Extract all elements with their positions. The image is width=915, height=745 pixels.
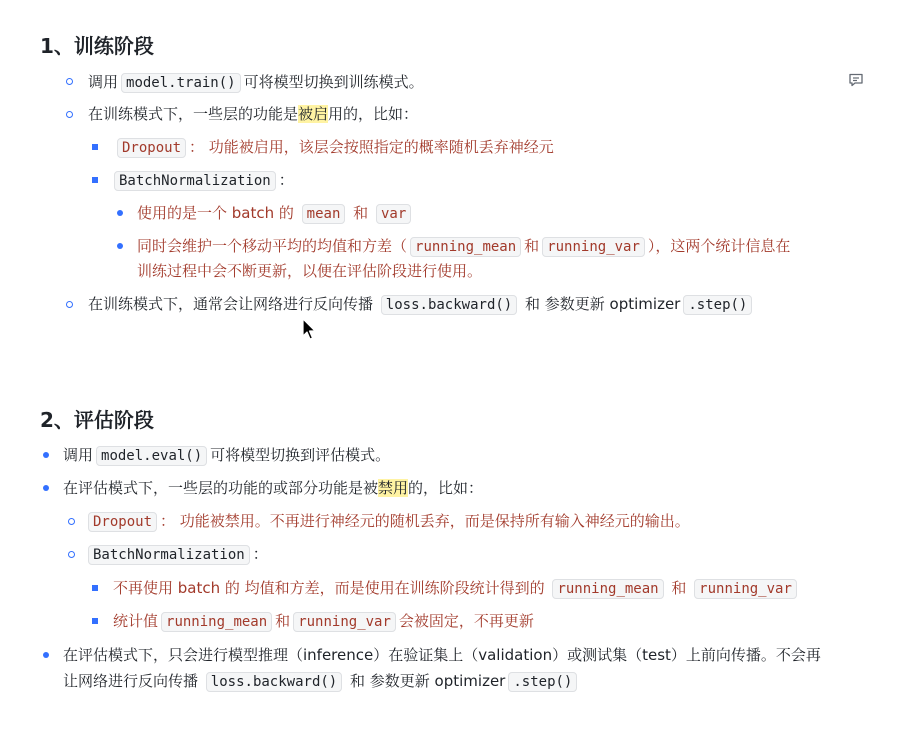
- list-item-train-backprop: 在训练模式下，通常会让网络进行反向传播 loss.backward() 和 参数更新 optimizer .step(): [88, 292, 755, 317]
- list-item-eval-layers: 在评估模式下，一些层的功能的或部分功能是被禁用的，比如：: [63, 479, 484, 497]
- list-item-train-batchnorm: BatchNormalization ：: [114, 168, 294, 193]
- inline-code: running_mean: [161, 612, 272, 632]
- bullet: [43, 485, 49, 491]
- list-item-train-bn-mean-var: 使用的是一个 batch 的 mean 和 var: [137, 201, 414, 226]
- inline-code: running_mean: [552, 579, 663, 599]
- inline-code: running_var: [694, 579, 797, 599]
- inline-code: running_var: [293, 612, 396, 632]
- inline-code: mean: [302, 204, 346, 224]
- bullet: [92, 618, 98, 624]
- inline-code: Dropout: [117, 138, 186, 158]
- bullet: [92, 585, 98, 591]
- list-item-train-layers: 在训练模式下，一些层的功能是被启用的，比如：: [88, 105, 419, 123]
- inline-code: loss.backward(): [206, 672, 342, 692]
- inline-code: running_mean: [410, 237, 521, 257]
- inline-code: .step(): [683, 295, 752, 315]
- bullet: [117, 243, 123, 249]
- bullet: [92, 144, 98, 150]
- list-item-train-dropout: Dropout ： 功能被启用，该层会按照指定的概率随机丢弃神经元: [114, 135, 554, 160]
- inline-code: model.eval(): [96, 446, 207, 466]
- list-item-train-call: 调用 model.train() 可将模型切换到训练模式。: [88, 73, 424, 91]
- list-item-eval-call: 调用 model.eval() 可将模型切换到评估模式。: [63, 446, 391, 464]
- mouse-cursor-icon: [302, 318, 318, 342]
- comment-icon[interactable]: [848, 72, 864, 88]
- inline-code: BatchNormalization: [88, 545, 250, 565]
- list-item-eval-batchnorm: BatchNormalization ：: [88, 542, 268, 567]
- highlighted-text: 禁用: [378, 479, 409, 497]
- list-item-eval-bn-no-batch: 不再使用 batch 的 均值和方差，而是使用在训练阶段统计得到的 running_mean 和 running_var: [113, 576, 800, 601]
- inline-code: loss.backward(): [381, 295, 517, 315]
- bullet: [66, 78, 73, 85]
- bullet: [43, 452, 49, 458]
- section-heading-evaluation: 2、评估阶段: [40, 408, 154, 432]
- list-item-eval-dropout: Dropout ： 功能被禁用。不再进行神经元的随机丢弃，而是保持所有输入神经元的输出。: [88, 509, 690, 534]
- bullet: [92, 177, 98, 183]
- list-item-train-bn-running: 同时会维护一个移动平均的均值和方差（ running_mean 和 running_var ），这两个统计信息在: [137, 237, 791, 255]
- inline-code: .step(): [508, 672, 577, 692]
- list-item-eval-bn-fixed: 统计值 running_mean 和 running_var 会被固定，不再更新: [113, 612, 534, 630]
- bullet: [66, 301, 73, 308]
- bullet: [117, 210, 123, 216]
- bullet: [68, 551, 75, 558]
- bullet: [68, 518, 75, 525]
- highlighted-text: 被启: [298, 105, 329, 123]
- inline-code: running_var: [542, 237, 645, 257]
- inline-code: Dropout: [88, 512, 157, 532]
- list-item-train-bn-running-cont: 训练过程中会不断更新，以便在评估阶段进行使用。: [137, 262, 483, 280]
- bullet: [43, 652, 49, 658]
- section-heading-training: 1、训练阶段: [40, 34, 154, 58]
- inline-code: model.train(): [121, 73, 241, 93]
- inline-code: var: [376, 204, 411, 224]
- inline-code: BatchNormalization: [114, 171, 276, 191]
- bullet: [66, 111, 73, 118]
- list-item-eval-inference-cont: 让网络进行反向传播 loss.backward() 和 参数更新 optimizer .step(): [63, 669, 580, 694]
- list-item-eval-inference: 在评估模式下，只会进行模型推理（inference）在验证集上（validation）或测试集（test）上前向传播。不会再: [63, 646, 821, 664]
